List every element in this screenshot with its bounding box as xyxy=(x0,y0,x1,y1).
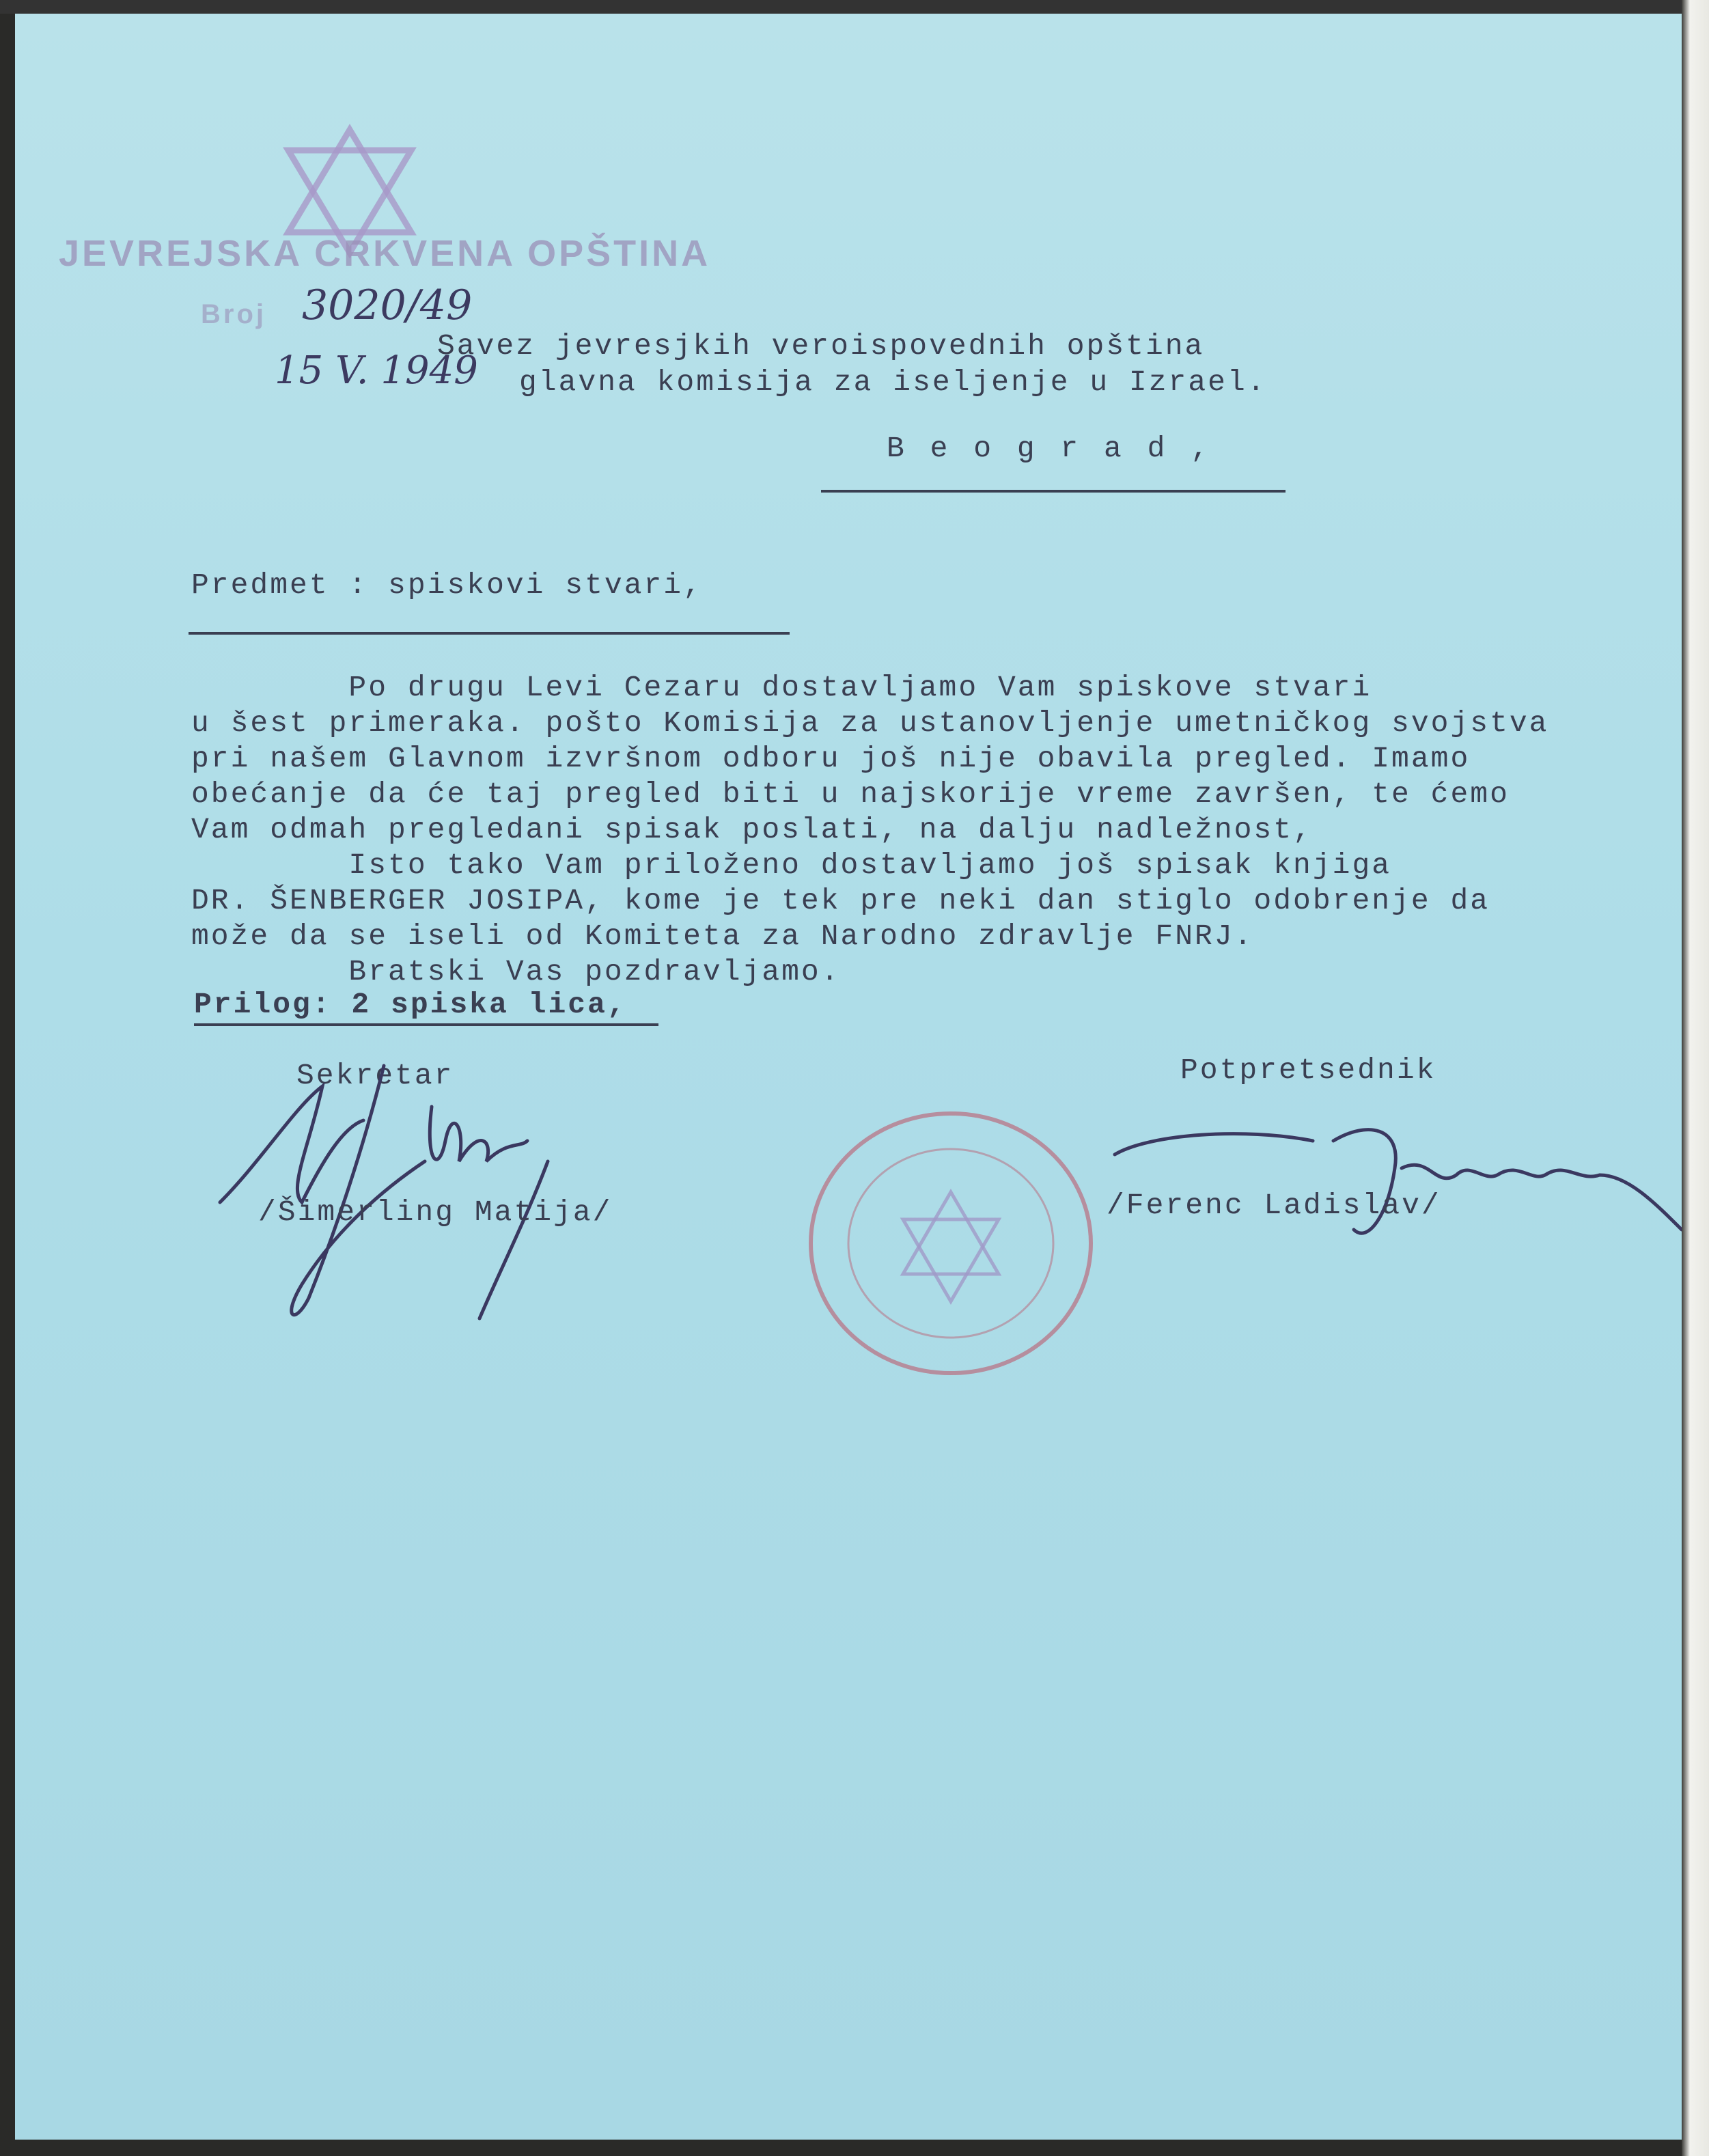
subject-underline xyxy=(189,632,790,635)
secretary-signature xyxy=(206,1025,684,1339)
secretary-name: /Šimerling Matija/ xyxy=(258,1196,613,1229)
vice-president-signature xyxy=(1108,1093,1682,1257)
subject-line: Predmet : spiskovi stvari, xyxy=(191,568,703,602)
body-line-7: DR. ŠENBERGER JOSIPA, kome je tek pre neki dan stiglo odobrenje da xyxy=(191,884,1490,917)
body-line-5: Vam odmah pregledani spisak poslati, na dalju nadležnost, xyxy=(191,813,1313,846)
handwritten-date: 15 V. 1949 xyxy=(275,348,478,393)
sender-line-1: Savez jevresjkih veroispovednih opština xyxy=(437,329,1205,363)
stamp-organization-name: JEVREJSKA CRKVENA OPŠTINA xyxy=(59,233,711,274)
sender-line-2: glavna komisija za iseljenje u Izrael. xyxy=(519,365,1267,399)
body-line-3: pri našem Glavnom izvršnom odboru još nije obavila pregled. Imamo xyxy=(191,742,1471,775)
vice-president-title: Potpretsednik xyxy=(1180,1053,1436,1087)
stamp-number-label: Broj xyxy=(201,299,266,329)
round-seal-star-of-david-icon xyxy=(801,1107,1101,1380)
body-line-2: u šest primeraka. pošto Komisija za ustanovljenje umetničkog svojstva xyxy=(191,706,1549,740)
sender-city: B e o g r a d , xyxy=(887,432,1213,465)
scan-right-border xyxy=(1682,0,1709,2156)
document-page xyxy=(15,14,1682,2140)
body-line-1: Po drugu Levi Cezaru dostavljamo Vam spiskove stvari xyxy=(191,671,1372,704)
body-line-4: obećanje da će taj pregled biti u najskorije vreme završen, te ćemo xyxy=(191,777,1510,811)
handwritten-reference-number: 3020/49 xyxy=(302,281,473,329)
scan-top-border xyxy=(0,0,1709,14)
secretary-title: Sekretar xyxy=(296,1059,454,1092)
body-line-9: Bratski Vas pozdravljamo. xyxy=(191,955,841,989)
date-underline xyxy=(821,490,1286,493)
attachment-line: Prilog: 2 spiska lica, xyxy=(194,988,627,1021)
body-line-6: Isto tako Vam priloženo dostavljamo još spisak knjiga xyxy=(191,848,1392,882)
body-line-8: može da se iseli od Komiteta za Narodno zdravlje FNRJ. xyxy=(191,920,1254,953)
vice-president-name: /Ferenc Ladislav/ xyxy=(1107,1189,1441,1222)
